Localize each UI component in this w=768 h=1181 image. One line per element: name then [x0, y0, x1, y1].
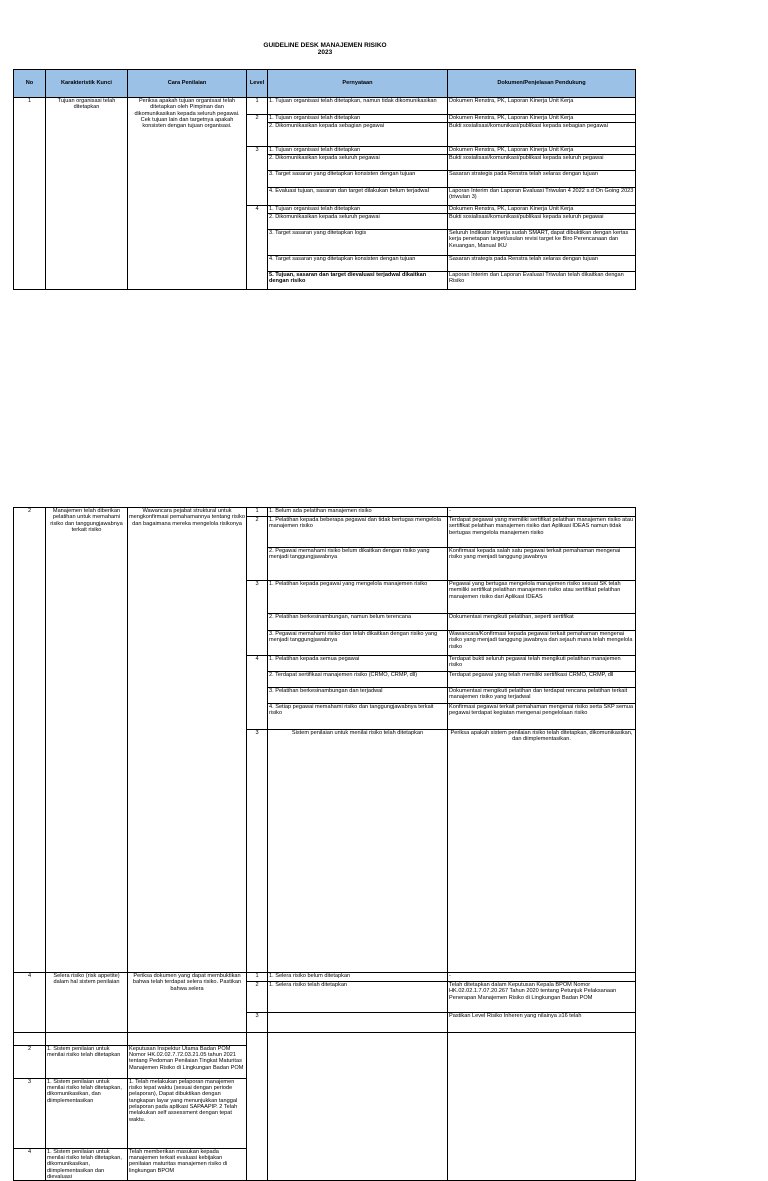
pernyataan-cell: 1. Tujuan organisasi telah ditetapkan [268, 206, 448, 214]
dokumen-cell: Dokumentasi mengikuti pelatihan dan terdapat rencana pelatihan terkait manajemen risiko yang terjadwal [448, 688, 636, 704]
row-karakteristik: Sistem penilaian untuk menilai risiko telah ditetapkan [268, 730, 448, 1181]
pernyataan-cell: 1. Tujuan organisasi telah ditetapkan [268, 115, 448, 123]
row-level: 4 [14, 1148, 46, 1180]
row-no: 4 [14, 973, 46, 1033]
pernyataan-cell: 3. Target sasaran yang ditetapkan logis [268, 230, 448, 256]
pernyataan-cell [268, 1013, 448, 1033]
row-level: 2 [247, 115, 268, 147]
dokumen-cell: Sasaran strategis pada Renstra telah selaras dengan tujuan [448, 171, 636, 188]
row-no: 3 [247, 730, 268, 1181]
row-level: 3 [14, 1078, 46, 1148]
pernyataan-cell: 2. Dikomunikasikan kepada sebagian pegawai [268, 123, 448, 147]
header-karakteristik: Karakteristik Kunci [46, 70, 128, 98]
row-cara: Periksa dokumen yang dapat membuktikan bahwa telah terdapat selera risiko. Pastikan bahwa selera [128, 973, 247, 1033]
dokumen-cell: Bukti sosialisasi/komunikasi/publikasi kepada seluruh pegawai [448, 214, 636, 230]
dokumen-cell: Wawancara/Konfirmasi kepada pegawai terkait pemahaman mengenai risiko yang menjadi tanggung jawabnya dan sejauh mana telah mengelola risiko [448, 631, 636, 656]
table-row [14, 98, 636, 115]
dokumen-cell: Keputusan Inspektur Utama Badan POM Nomor HK.02.02.7.72.03.21.05 tahun 2021 tentang Pedoman Penilaian Tingkat Maturitas Manajemen Risiko di Lingkungan Badan POM [128, 1045, 247, 1078]
pernyataan-cell: 1. Pelatihan kepada semua pegawai [268, 656, 448, 672]
header-cara: Cara Penilaian [128, 70, 247, 98]
document-title: GUIDELINE DESK MANAJEMEN RISIKO [263, 42, 387, 49]
dokumen-cell: Terdapat pegawai yang telah memiliki sertifikasi CRMO, CRMP, dll [448, 672, 636, 688]
dokumen-cell: Seluruh Indikator Kinerja sudah SMART, dapat dibuktikan dengan kertas kerja penetapan target/usulan revisi target ke Biro Perencanaan dan Keuangan, Manual IKU [448, 230, 636, 256]
dokumen-cell: Telah ditetapkan dalam Keputusan Kepala BPOM Nomor HK.02.02.1.7.07.20.267 Tahun 2020 tentang Petunjuk Pelaksanaan Penerapan Manajemen Risiko di Lingkungan Badan POM [448, 982, 636, 1013]
row-level: 3 [247, 1013, 268, 1033]
row-level: 2 [247, 517, 268, 581]
pernyataan-cell: 3. Pegawai memahami risiko dan telah dikaitkan dengan risiko yang menjadi tanggungjawabnya [268, 631, 448, 656]
dokumen-cell: Laporan Interim dan Laporan Evaluasi Triwulan 4 2022 s.d On Going 2023 (triwulan 3) [448, 188, 636, 206]
row-level: 1 [247, 508, 268, 517]
dokumen-cell: Sasaran strategis pada Renstra telah selaras dengan tujuan [448, 256, 636, 272]
dokumen-cell: Bukti sosialisasi/komunikasi/publikasi kepada sebagian pegawai [448, 123, 636, 147]
pernyataan-cell: 1. Selera risiko belum ditetapkan [268, 973, 448, 982]
pernyataan-cell: 1. Tujuan organisasi telah ditetapkan [268, 147, 448, 155]
pernyataan-cell: 5. Tujuan, sasaran dan target dievaluasi terjadwal dikaitkan dengan risiko [268, 272, 448, 290]
pernyataan-cell: 1. Sistem penilaian untuk menilai risiko telah ditetapkan, dikomunikasikan, diimplementasikan dan dievaluasi [46, 1148, 128, 1180]
row-level: 4 [247, 206, 268, 290]
pernyataan-cell: 2. Pegawai memahami risiko belum dikaitkan dengan risiko yang menjadi tanggungjawabnya [268, 548, 448, 581]
dokumen-cell: Pegawai yang bertugas mengelola manajemen risiko sesuai SK telah memiliki sertifikat pelatihan manajemen risiko atau sertifikat pelatihan manajemen risiko dari Aplikasi IDEAS [448, 581, 636, 614]
dokumen-cell: Konfirmasi kepada salah satu pegawai terkait pemahaman mengenai risiko yang menjadi tanggung jawabnya [448, 548, 636, 581]
pernyataan-cell: 1. Pelatihan kepada pegawai yang mengelola manajemen risiko [268, 581, 448, 614]
dokumen-cell: Telah memberikan masukan kepada manajemen terkait evaluasi kebijakan penilaian maturitas manajemen risiko di lingkungan BPOM [128, 1148, 247, 1180]
dokumen-cell: Dokumen Renstra, PK, Laporan Kinerja Unit Kerja [448, 115, 636, 123]
assessment-table-2 [13, 507, 636, 1181]
pernyataan-cell: 1. Selera risiko telah ditetapkan [268, 982, 448, 1013]
row-level: 1 [247, 98, 268, 115]
row-no: 1 [14, 98, 46, 290]
pernyataan-cell: 4. Target sasaran yang ditetapkan konsisten dengan tujuan [268, 256, 448, 272]
row-level: 2 [14, 1045, 46, 1078]
table-row [14, 973, 636, 982]
dokumen-cell: - [448, 973, 636, 982]
row-karakteristik: Selera risiko (risk appetite) dalam hal sistem penilaian [46, 973, 128, 1033]
header-pernyataan: Pernyataan [268, 70, 448, 98]
pernyataan-cell: 2. Dikomunikasikan kepada seluruh pegawai [268, 214, 448, 230]
table-row [14, 508, 636, 517]
dokumen-cell: Laporan Interim dan Laporan Evaluasi Triwulan telah dikaitkan dengan Risiko [448, 272, 636, 290]
dokumen-cell: Dokumen Renstra, PK, Laporan Kinerja Unit Kerja [448, 206, 636, 214]
pernyataan-cell: 1. Pelatihan kepada beberapa pegawai dan tidak bertugas mengelola manajemen risiko [268, 517, 448, 548]
pernyataan-cell: 4. Evaluasi tujuan, sasaran dan target dilakukan belum terjadwal [268, 188, 448, 206]
pernyataan-cell: 1. Tujuan organisasi telah ditetapkan, namun tidak dikomunikasikan [268, 98, 448, 115]
dokumen-cell: Terdapat bukti seluruh pegawai telah mengikuti pelatihan manajemen risiko [448, 656, 636, 672]
pernyataan-cell: 2. Pelatihan berkesinambungan, namun belum terencana [268, 614, 448, 631]
row-level: 3 [247, 147, 268, 206]
dokumen-cell: - [448, 508, 636, 517]
dokumen-cell: Terdapat pegawai yang memiliki sertifikat pelatihan manajemen risiko atau sertifikat pelatihan manajemen risiko dari Aplikasi IDEAS namun tidak bertugas mengelola manajemen risiko [448, 517, 636, 548]
dokumen-cell: Bukti sosialisasi/komunikasi/publikasi kepada seluruh pegawai [448, 155, 636, 171]
dokumen-cell: Dokumentasi mengikuti pelatihan, seperti sertifikat [448, 614, 636, 631]
dokumen-cell: Konfirmasi pegawai terkait pemahaman mengenai risiko serta SKP semua pegawai terdapat kegiatan mengenai pengelolaan risiko [448, 704, 636, 730]
dokumen-cell: Dokumen Renstra, PK, Laporan Kinerja Unit Kerja [448, 98, 636, 115]
pernyataan-cell: 3. Pelatihan berkesinambungan dan terjadwal [268, 688, 448, 704]
assessment-table-1 [13, 69, 636, 290]
row-no: 2 [14, 508, 46, 1046]
row-cara: Periksa apakah tujuan organisasi telah ditetapkan oleh Pimpinan dan dikomunikasikan kepada seluruh pegawai. Cek tujuan lain dan targetnya apakah konsisten dengan tujuan organisasi. [128, 98, 247, 290]
row-level: 4 [247, 656, 268, 730]
header-dokumen: Dokumen/Penjelasan Pendukung [448, 70, 636, 98]
pernyataan-cell: 2. Terdapat sertifikasi manajemen risiko (CRMO, CRMP, dll) [268, 672, 448, 688]
pernyataan-cell: 1. Sistem penilaian untuk menilai risiko telah ditetapkan, dikomunikasikan, dan diimplementasikan [46, 1078, 128, 1148]
dokumen-cell: Pastikan Level Risiko Inheren yang nilainya ≥16 telah [448, 1013, 636, 1033]
pernyataan-cell: 4. Setiap pegawai memahami risiko dan tanggungjawabnya terkait risiko [268, 704, 448, 730]
document-year: 2023 [317, 49, 333, 56]
row-level: 3 [247, 581, 268, 656]
table-header-row [14, 70, 636, 98]
dokumen-cell: Dokumen Renstra, PK, Laporan Kinerja Unit Kerja [448, 147, 636, 155]
header-no: No [14, 70, 46, 98]
row-karakteristik: Tujuan organisasi telah ditetapkan [46, 98, 128, 290]
row-level: 1 [247, 973, 268, 982]
row-level: 2 [247, 982, 268, 1013]
header-level: Level [247, 70, 268, 98]
dokumen-cell: 1. Telah melakukan pelaporan manajemen risiko tepat waktu (sesuai dengan periode pelaporan), Dapat dibuktikan dengan tangkapan layar yang menunjukkan tanggal pelaporan pada aplikasi SAPAAPIP. 2 Telah melakukan self assessment dengan tepat waktu. [128, 1078, 247, 1148]
row-cara: Wawancara pejabat struktural untuk mengkonfirmasi pemahamannya tentang risiko dan bagaimana mereka mengelola risikonya [128, 508, 247, 1046]
row-cara: Periksa apakah sistem penilaian risiko telah ditetapkan, dikomunikasikan, dan diimplementasikan. [448, 730, 636, 1181]
pernyataan-cell: 1. Sistem penilaian untuk menilai risiko telah ditetapkan [46, 1045, 128, 1078]
row-karakteristik: Manajemen telah diberikan pelatihan untuk memahami risiko dan tanggungjawabnya terkait risiko [46, 508, 128, 1046]
pernyataan-cell: 3. Target sasaran yang ditetapkan konsisten dengan tujuan [268, 171, 448, 188]
pernyataan-cell: 1. Belum ada pelatihan manajemen risiko [268, 508, 448, 517]
pernyataan-cell: 2. Dikomunikasikan kepada seluruh pegawai [268, 155, 448, 171]
